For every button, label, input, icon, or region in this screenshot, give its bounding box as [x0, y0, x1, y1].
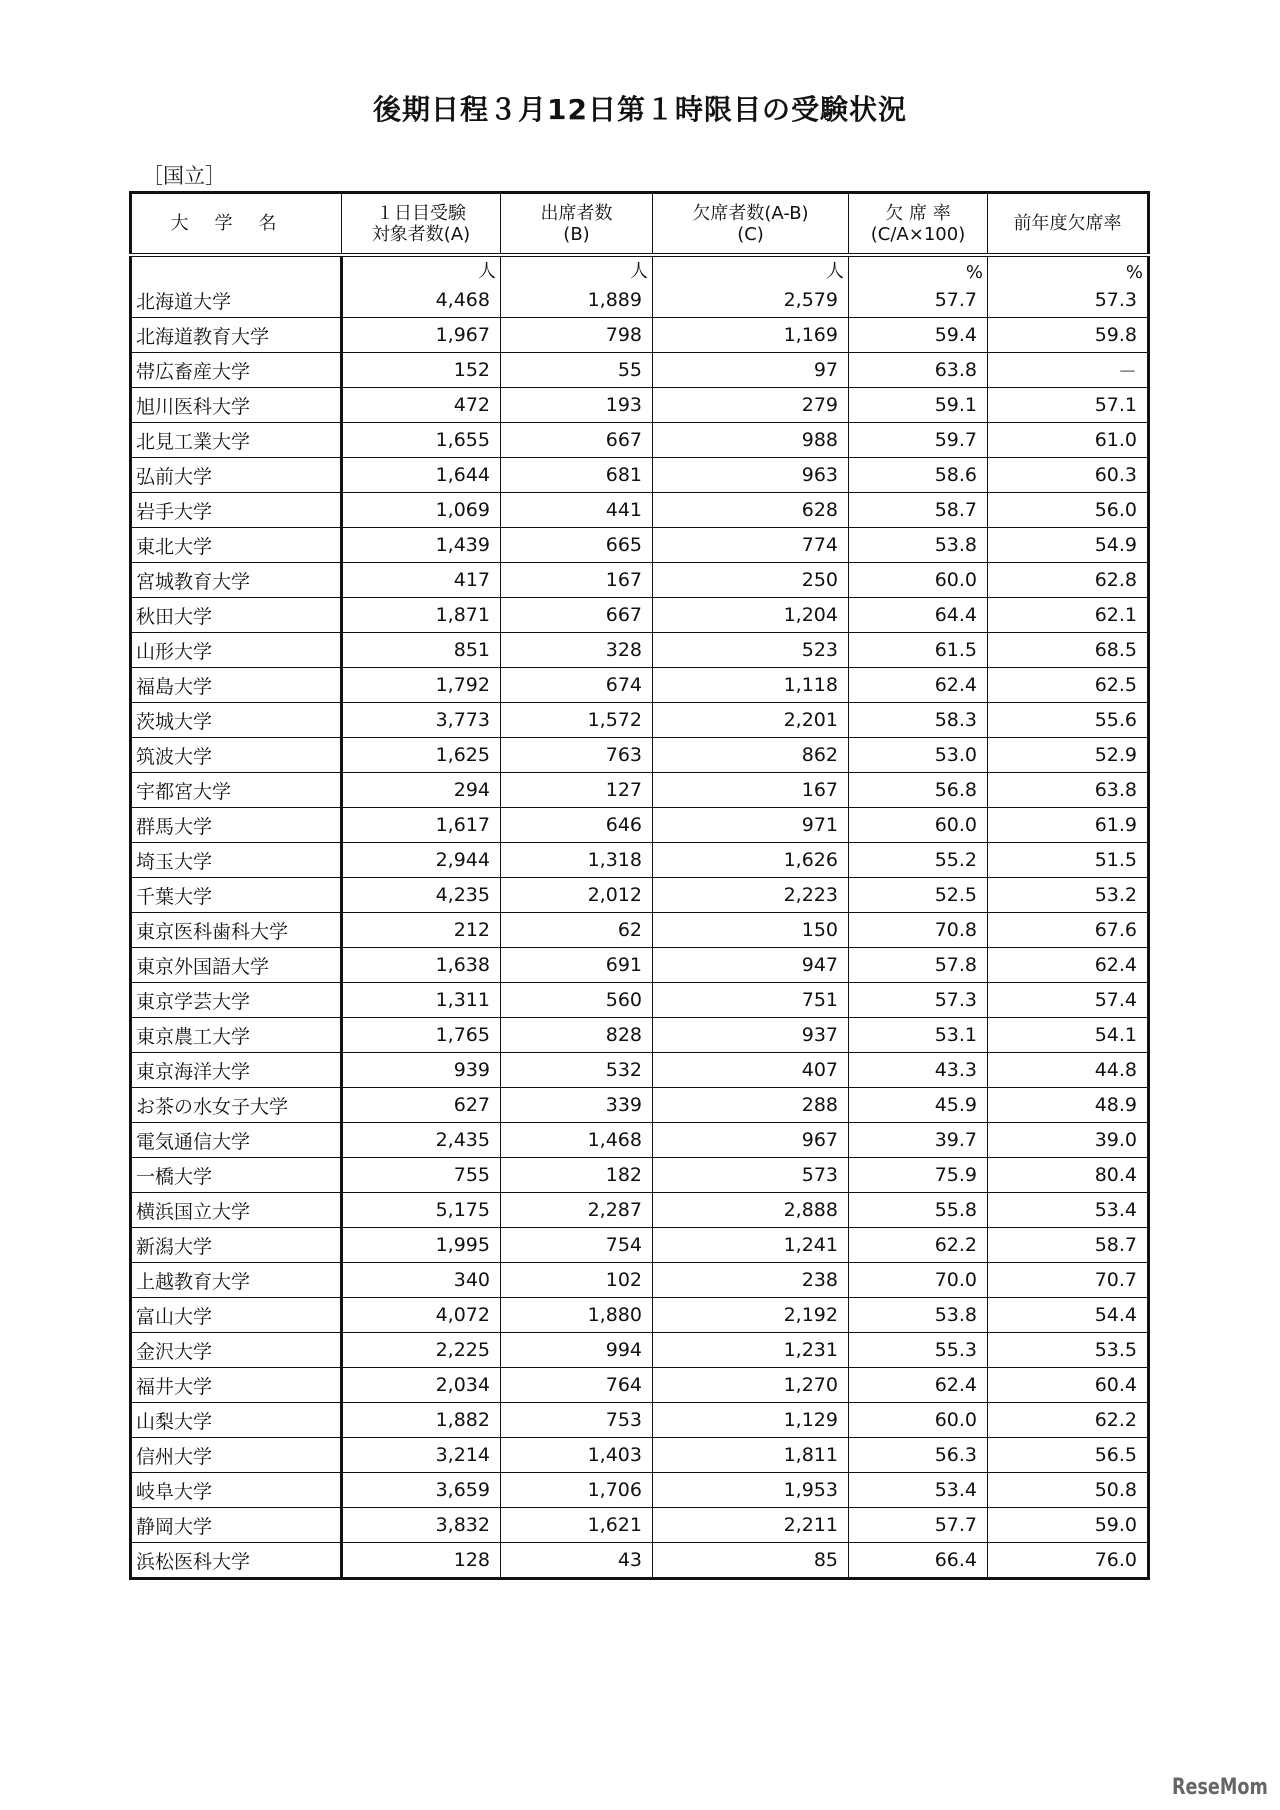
prev-absence-rate-cell: 53.4 — [988, 1193, 1149, 1228]
absentees-cell: 2,579 — [653, 283, 849, 318]
unit-absence-rate: % — [849, 255, 988, 283]
target-count-cell: 1,655 — [342, 423, 501, 458]
table-row — [131, 528, 1149, 563]
table-row — [131, 1543, 1149, 1579]
absence-rate-cell: 58.7 — [849, 493, 988, 528]
attendees-cell: 339 — [501, 1088, 653, 1123]
unit-attendees: 人 — [501, 255, 653, 283]
absence-rate-cell: 39.7 — [849, 1123, 988, 1158]
exam-status-table — [129, 191, 1150, 1580]
prev-absence-rate-cell: 60.4 — [988, 1368, 1149, 1403]
prev-absence-rate-cell: 62.4 — [988, 948, 1149, 983]
target-count-cell: 3,659 — [342, 1473, 501, 1508]
university-name-cell: お茶の水女子大学 — [131, 1088, 342, 1123]
prev-absence-rate-cell: 48.9 — [988, 1088, 1149, 1123]
prev-absence-rate-cell: 57.1 — [988, 388, 1149, 423]
table-row — [131, 1508, 1149, 1543]
absence-rate-cell: 53.4 — [849, 1473, 988, 1508]
prev-absence-rate-cell: 62.2 — [988, 1403, 1149, 1438]
target-count-cell: 3,214 — [342, 1438, 501, 1473]
absentees-cell: 288 — [653, 1088, 849, 1123]
table-row — [131, 1123, 1149, 1158]
section-label: ［国立］ — [142, 164, 226, 188]
absentees-cell: 150 — [653, 913, 849, 948]
table-row — [131, 878, 1149, 913]
absence-rate-cell: 53.1 — [849, 1018, 988, 1053]
target-count-cell: 2,944 — [342, 843, 501, 878]
target-count-cell: 1,638 — [342, 948, 501, 983]
prev-absence-rate-cell: 54.1 — [988, 1018, 1149, 1053]
university-name-cell: 福井大学 — [131, 1368, 342, 1403]
target-count-cell: 1,882 — [342, 1403, 501, 1438]
absence-rate-cell: 55.3 — [849, 1333, 988, 1368]
absence-rate-cell: 60.0 — [849, 1403, 988, 1438]
absence-rate-cell: 57.7 — [849, 1508, 988, 1543]
attendees-cell: 828 — [501, 1018, 653, 1053]
attendees-cell: 1,706 — [501, 1473, 653, 1508]
table-row — [131, 563, 1149, 598]
university-name-cell: 信州大学 — [131, 1438, 342, 1473]
header-prev-absence-rate: 前年度欠席率 — [988, 193, 1149, 256]
target-count-cell: 1,995 — [342, 1228, 501, 1263]
university-name-cell: 東京外国語大学 — [131, 948, 342, 983]
absence-rate-cell: 52.5 — [849, 878, 988, 913]
attendees-cell: 127 — [501, 773, 653, 808]
absentees-cell: 947 — [653, 948, 849, 983]
target-count-cell: 4,072 — [342, 1298, 501, 1333]
absence-rate-cell: 66.4 — [849, 1543, 988, 1579]
prev-absence-rate-cell: 57.4 — [988, 983, 1149, 1018]
attendees-cell: 798 — [501, 318, 653, 353]
university-name-cell: 横浜国立大学 — [131, 1193, 342, 1228]
table-row — [131, 423, 1149, 458]
unit-row — [131, 255, 1149, 283]
prev-absence-rate-cell: 68.5 — [988, 633, 1149, 668]
target-count-cell: 939 — [342, 1053, 501, 1088]
prev-absence-rate-cell: 61.9 — [988, 808, 1149, 843]
university-name-cell: 静岡大学 — [131, 1508, 342, 1543]
prev-absence-rate-cell: 59.8 — [988, 318, 1149, 353]
attendees-cell: 691 — [501, 948, 653, 983]
absence-rate-cell: 56.8 — [849, 773, 988, 808]
table-row — [131, 808, 1149, 843]
absentees-cell: 2,223 — [653, 878, 849, 913]
absentees-cell: 279 — [653, 388, 849, 423]
attendees-cell: 1,889 — [501, 283, 653, 318]
university-name-cell: 宇都宮大学 — [131, 773, 342, 808]
absence-rate-cell: 61.5 — [849, 633, 988, 668]
prev-absence-rate-cell: 62.8 — [988, 563, 1149, 598]
table-row — [131, 948, 1149, 983]
table-row — [131, 353, 1149, 388]
absence-rate-cell: 59.7 — [849, 423, 988, 458]
prev-absence-rate-cell: 76.0 — [988, 1543, 1149, 1579]
absentees-cell: 2,888 — [653, 1193, 849, 1228]
university-name-cell: 北海道大学 — [131, 283, 342, 318]
target-count-cell: 1,792 — [342, 668, 501, 703]
attendees-cell: 764 — [501, 1368, 653, 1403]
table-row — [131, 388, 1149, 423]
absentees-cell: 573 — [653, 1158, 849, 1193]
absentees-cell: 1,270 — [653, 1368, 849, 1403]
prev-absence-rate-cell: 58.7 — [988, 1228, 1149, 1263]
target-count-cell: 1,871 — [342, 598, 501, 633]
absentees-cell: 167 — [653, 773, 849, 808]
prev-absence-rate-cell: 62.1 — [988, 598, 1149, 633]
prev-absence-rate-cell: 54.9 — [988, 528, 1149, 563]
header-attendees: 出席者数 (B) — [501, 193, 653, 256]
absentees-cell: 1,118 — [653, 668, 849, 703]
target-count-cell: 472 — [342, 388, 501, 423]
table-row — [131, 773, 1149, 808]
prev-absence-rate-cell: 51.5 — [988, 843, 1149, 878]
prev-absence-rate-cell: 62.5 — [988, 668, 1149, 703]
absentees-cell: 963 — [653, 458, 849, 493]
table-row — [131, 1053, 1149, 1088]
university-name-cell: 東京学芸大学 — [131, 983, 342, 1018]
page-title: 後期日程３月12日第１時限目の受験状況 — [373, 93, 907, 126]
target-count-cell: 1,617 — [342, 808, 501, 843]
absentees-cell: 862 — [653, 738, 849, 773]
absentees-cell: 1,953 — [653, 1473, 849, 1508]
absence-rate-cell: 58.6 — [849, 458, 988, 493]
table-row — [131, 1298, 1149, 1333]
university-name-cell: 電気通信大学 — [131, 1123, 342, 1158]
absentees-cell: 1,231 — [653, 1333, 849, 1368]
university-name-cell: 帯広畜産大学 — [131, 353, 342, 388]
table-row — [131, 1193, 1149, 1228]
target-count-cell: 212 — [342, 913, 501, 948]
attendees-cell: 1,572 — [501, 703, 653, 738]
university-name-cell: 岐阜大学 — [131, 1473, 342, 1508]
attendees-cell: 1,468 — [501, 1123, 653, 1158]
university-name-cell: 秋田大学 — [131, 598, 342, 633]
university-name-cell: 北見工業大学 — [131, 423, 342, 458]
attendees-cell: 62 — [501, 913, 653, 948]
attendees-cell: 55 — [501, 353, 653, 388]
absence-rate-cell: 57.3 — [849, 983, 988, 1018]
target-count-cell: 1,439 — [342, 528, 501, 563]
target-count-cell: 4,235 — [342, 878, 501, 913]
table-row — [131, 493, 1149, 528]
attendees-cell: 328 — [501, 633, 653, 668]
prev-absence-rate-cell: 52.9 — [988, 738, 1149, 773]
attendees-cell: 667 — [501, 598, 653, 633]
university-name-cell: 福島大学 — [131, 668, 342, 703]
target-count-cell: 2,435 — [342, 1123, 501, 1158]
table-row — [131, 633, 1149, 668]
target-count-cell: 417 — [342, 563, 501, 598]
target-count-cell: 1,765 — [342, 1018, 501, 1053]
university-name-cell: 東京海洋大学 — [131, 1053, 342, 1088]
university-name-cell: 旭川医科大学 — [131, 388, 342, 423]
university-name-cell: 北海道教育大学 — [131, 318, 342, 353]
unit-target-count: 人 — [342, 255, 501, 283]
table-row — [131, 458, 1149, 493]
table-row — [131, 1158, 1149, 1193]
absence-rate-cell: 53.8 — [849, 1298, 988, 1333]
prev-absence-rate-cell: 70.7 — [988, 1263, 1149, 1298]
absence-rate-cell: 59.1 — [849, 388, 988, 423]
university-name-cell: 埼玉大学 — [131, 843, 342, 878]
table-row — [131, 738, 1149, 773]
absence-rate-cell: 70.8 — [849, 913, 988, 948]
absentees-cell: 774 — [653, 528, 849, 563]
absentees-cell: 751 — [653, 983, 849, 1018]
unit-absentees: 人 — [653, 255, 849, 283]
absentees-cell: 2,201 — [653, 703, 849, 738]
university-name-cell: 金沢大学 — [131, 1333, 342, 1368]
absence-rate-cell: 57.7 — [849, 283, 988, 318]
university-name-cell: 新潟大学 — [131, 1228, 342, 1263]
prev-absence-rate-cell: 80.4 — [988, 1158, 1149, 1193]
prev-absence-rate-cell: 44.8 — [988, 1053, 1149, 1088]
target-count-cell: 627 — [342, 1088, 501, 1123]
prev-absence-rate-cell: 54.4 — [988, 1298, 1149, 1333]
attendees-cell: 753 — [501, 1403, 653, 1438]
prev-absence-rate-cell: 50.8 — [988, 1473, 1149, 1508]
header-absence-rate: 欠 席 率 (C/A×100) — [849, 193, 988, 256]
absence-rate-cell: 64.4 — [849, 598, 988, 633]
target-count-cell: 2,034 — [342, 1368, 501, 1403]
attendees-cell: 102 — [501, 1263, 653, 1298]
target-count-cell: 851 — [342, 633, 501, 668]
absence-rate-cell: 53.8 — [849, 528, 988, 563]
university-name-cell: 一橋大学 — [131, 1158, 342, 1193]
absence-rate-cell: 75.9 — [849, 1158, 988, 1193]
university-name-cell: 浜松医科大学 — [131, 1543, 342, 1579]
target-count-cell: 152 — [342, 353, 501, 388]
absentees-cell: 407 — [653, 1053, 849, 1088]
absence-rate-cell: 62.2 — [849, 1228, 988, 1263]
attendees-cell: 532 — [501, 1053, 653, 1088]
university-name-cell: 弘前大学 — [131, 458, 342, 493]
target-count-cell: 128 — [342, 1543, 501, 1579]
table-row — [131, 1473, 1149, 1508]
table-row — [131, 283, 1149, 318]
target-count-cell: 1,967 — [342, 318, 501, 353]
absence-rate-cell: 43.3 — [849, 1053, 988, 1088]
absence-rate-cell: 56.3 — [849, 1438, 988, 1473]
target-count-cell: 1,644 — [342, 458, 501, 493]
table-row — [131, 1228, 1149, 1263]
absence-rate-cell: 55.8 — [849, 1193, 988, 1228]
attendees-cell: 193 — [501, 388, 653, 423]
target-count-cell: 3,832 — [342, 1508, 501, 1543]
attendees-cell: 994 — [501, 1333, 653, 1368]
target-count-cell: 2,225 — [342, 1333, 501, 1368]
attendees-cell: 681 — [501, 458, 653, 493]
table-row — [131, 913, 1149, 948]
absence-rate-cell: 55.2 — [849, 843, 988, 878]
target-count-cell: 294 — [342, 773, 501, 808]
table-row — [131, 1263, 1149, 1298]
table-row — [131, 318, 1149, 353]
attendees-cell: 1,318 — [501, 843, 653, 878]
target-count-cell: 1,625 — [342, 738, 501, 773]
attendees-cell: 646 — [501, 808, 653, 843]
prev-absence-rate-cell: 61.0 — [988, 423, 1149, 458]
attendees-cell: 674 — [501, 668, 653, 703]
absentees-cell: 1,129 — [653, 1403, 849, 1438]
attendees-cell: 167 — [501, 563, 653, 598]
unit-university-name — [131, 255, 342, 283]
target-count-cell: 1,311 — [342, 983, 501, 1018]
absence-rate-cell: 60.0 — [849, 563, 988, 598]
header-target-count: １日目受験 対象者数(A) — [342, 193, 501, 256]
header-absentees: 欠席者数(A-B) (C) — [653, 193, 849, 256]
table-row — [131, 598, 1149, 633]
absence-rate-cell: 59.4 — [849, 318, 988, 353]
prev-absence-rate-cell: 53.2 — [988, 878, 1149, 913]
table-row — [131, 1438, 1149, 1473]
university-name-cell: 筑波大学 — [131, 738, 342, 773]
absence-rate-cell: 63.8 — [849, 353, 988, 388]
prev-absence-rate-cell: 56.0 — [988, 493, 1149, 528]
table-row — [131, 1088, 1149, 1123]
absentees-cell: 937 — [653, 1018, 849, 1053]
unit-prev-absence-rate: % — [988, 255, 1149, 283]
attendees-cell: 560 — [501, 983, 653, 1018]
university-name-cell: 山形大学 — [131, 633, 342, 668]
absentees-cell: 2,211 — [653, 1508, 849, 1543]
attendees-cell: 441 — [501, 493, 653, 528]
absence-rate-cell: 70.0 — [849, 1263, 988, 1298]
target-count-cell: 5,175 — [342, 1193, 501, 1228]
absentees-cell: 238 — [653, 1263, 849, 1298]
absentees-cell: 523 — [653, 633, 849, 668]
prev-absence-rate-cell: 60.3 — [988, 458, 1149, 493]
university-name-cell: 茨城大学 — [131, 703, 342, 738]
absentees-cell: 1,241 — [653, 1228, 849, 1263]
prev-absence-rate-cell: 67.6 — [988, 913, 1149, 948]
attendees-cell: 763 — [501, 738, 653, 773]
absence-rate-cell: 53.0 — [849, 738, 988, 773]
attendees-cell: 2,287 — [501, 1193, 653, 1228]
target-count-cell: 340 — [342, 1263, 501, 1298]
target-count-cell: 1,069 — [342, 493, 501, 528]
target-count-cell: 755 — [342, 1158, 501, 1193]
university-name-cell: 千葉大学 — [131, 878, 342, 913]
university-name-cell: 富山大学 — [131, 1298, 342, 1333]
attendees-cell: 1,880 — [501, 1298, 653, 1333]
absence-rate-cell: 62.4 — [849, 1368, 988, 1403]
resemom-logo: ReseMom — [1172, 1775, 1268, 1800]
absentees-cell: 1,169 — [653, 318, 849, 353]
prev-absence-rate-cell: 57.3 — [988, 283, 1149, 318]
prev-absence-rate-cell: 55.6 — [988, 703, 1149, 738]
prev-absence-rate-cell: － — [988, 353, 1149, 388]
table-row — [131, 1333, 1149, 1368]
table-row — [131, 703, 1149, 738]
table-row — [131, 1403, 1149, 1438]
prev-absence-rate-cell: 53.5 — [988, 1333, 1149, 1368]
table-row — [131, 843, 1149, 878]
absentees-cell: 971 — [653, 808, 849, 843]
absentees-cell: 1,204 — [653, 598, 849, 633]
absentees-cell: 2,192 — [653, 1298, 849, 1333]
prev-absence-rate-cell: 59.0 — [988, 1508, 1149, 1543]
university-name-cell: 東北大学 — [131, 528, 342, 563]
attendees-cell: 2,012 — [501, 878, 653, 913]
attendees-cell: 1,403 — [501, 1438, 653, 1473]
table-row — [131, 1018, 1149, 1053]
university-name-cell: 岩手大学 — [131, 493, 342, 528]
header-university-name: 大学名 — [131, 193, 342, 256]
attendees-cell: 1,621 — [501, 1508, 653, 1543]
table-row — [131, 668, 1149, 703]
attendees-cell: 43 — [501, 1543, 653, 1579]
university-name-cell: 上越教育大学 — [131, 1263, 342, 1298]
university-name-cell: 東京農工大学 — [131, 1018, 342, 1053]
absence-rate-cell: 62.4 — [849, 668, 988, 703]
table-row — [131, 1368, 1149, 1403]
university-name-cell: 群馬大学 — [131, 808, 342, 843]
absence-rate-cell: 57.8 — [849, 948, 988, 983]
absentees-cell: 1,626 — [653, 843, 849, 878]
absentees-cell: 1,811 — [653, 1438, 849, 1473]
university-name-cell: 東京医科歯科大学 — [131, 913, 342, 948]
attendees-cell: 667 — [501, 423, 653, 458]
attendees-cell: 665 — [501, 528, 653, 563]
prev-absence-rate-cell: 56.5 — [988, 1438, 1149, 1473]
attendees-cell: 182 — [501, 1158, 653, 1193]
absentees-cell: 250 — [653, 563, 849, 598]
absence-rate-cell: 58.3 — [849, 703, 988, 738]
absentees-cell: 97 — [653, 353, 849, 388]
absence-rate-cell: 60.0 — [849, 808, 988, 843]
target-count-cell: 4,468 — [342, 283, 501, 318]
absentees-cell: 85 — [653, 1543, 849, 1579]
university-name-cell: 宮城教育大学 — [131, 563, 342, 598]
absence-rate-cell: 45.9 — [849, 1088, 988, 1123]
attendees-cell: 754 — [501, 1228, 653, 1263]
absentees-cell: 988 — [653, 423, 849, 458]
header-row — [131, 193, 1149, 256]
prev-absence-rate-cell: 63.8 — [988, 773, 1149, 808]
prev-absence-rate-cell: 39.0 — [988, 1123, 1149, 1158]
absentees-cell: 628 — [653, 493, 849, 528]
table-row — [131, 983, 1149, 1018]
university-name-cell: 山梨大学 — [131, 1403, 342, 1438]
target-count-cell: 3,773 — [342, 703, 501, 738]
absentees-cell: 967 — [653, 1123, 849, 1158]
